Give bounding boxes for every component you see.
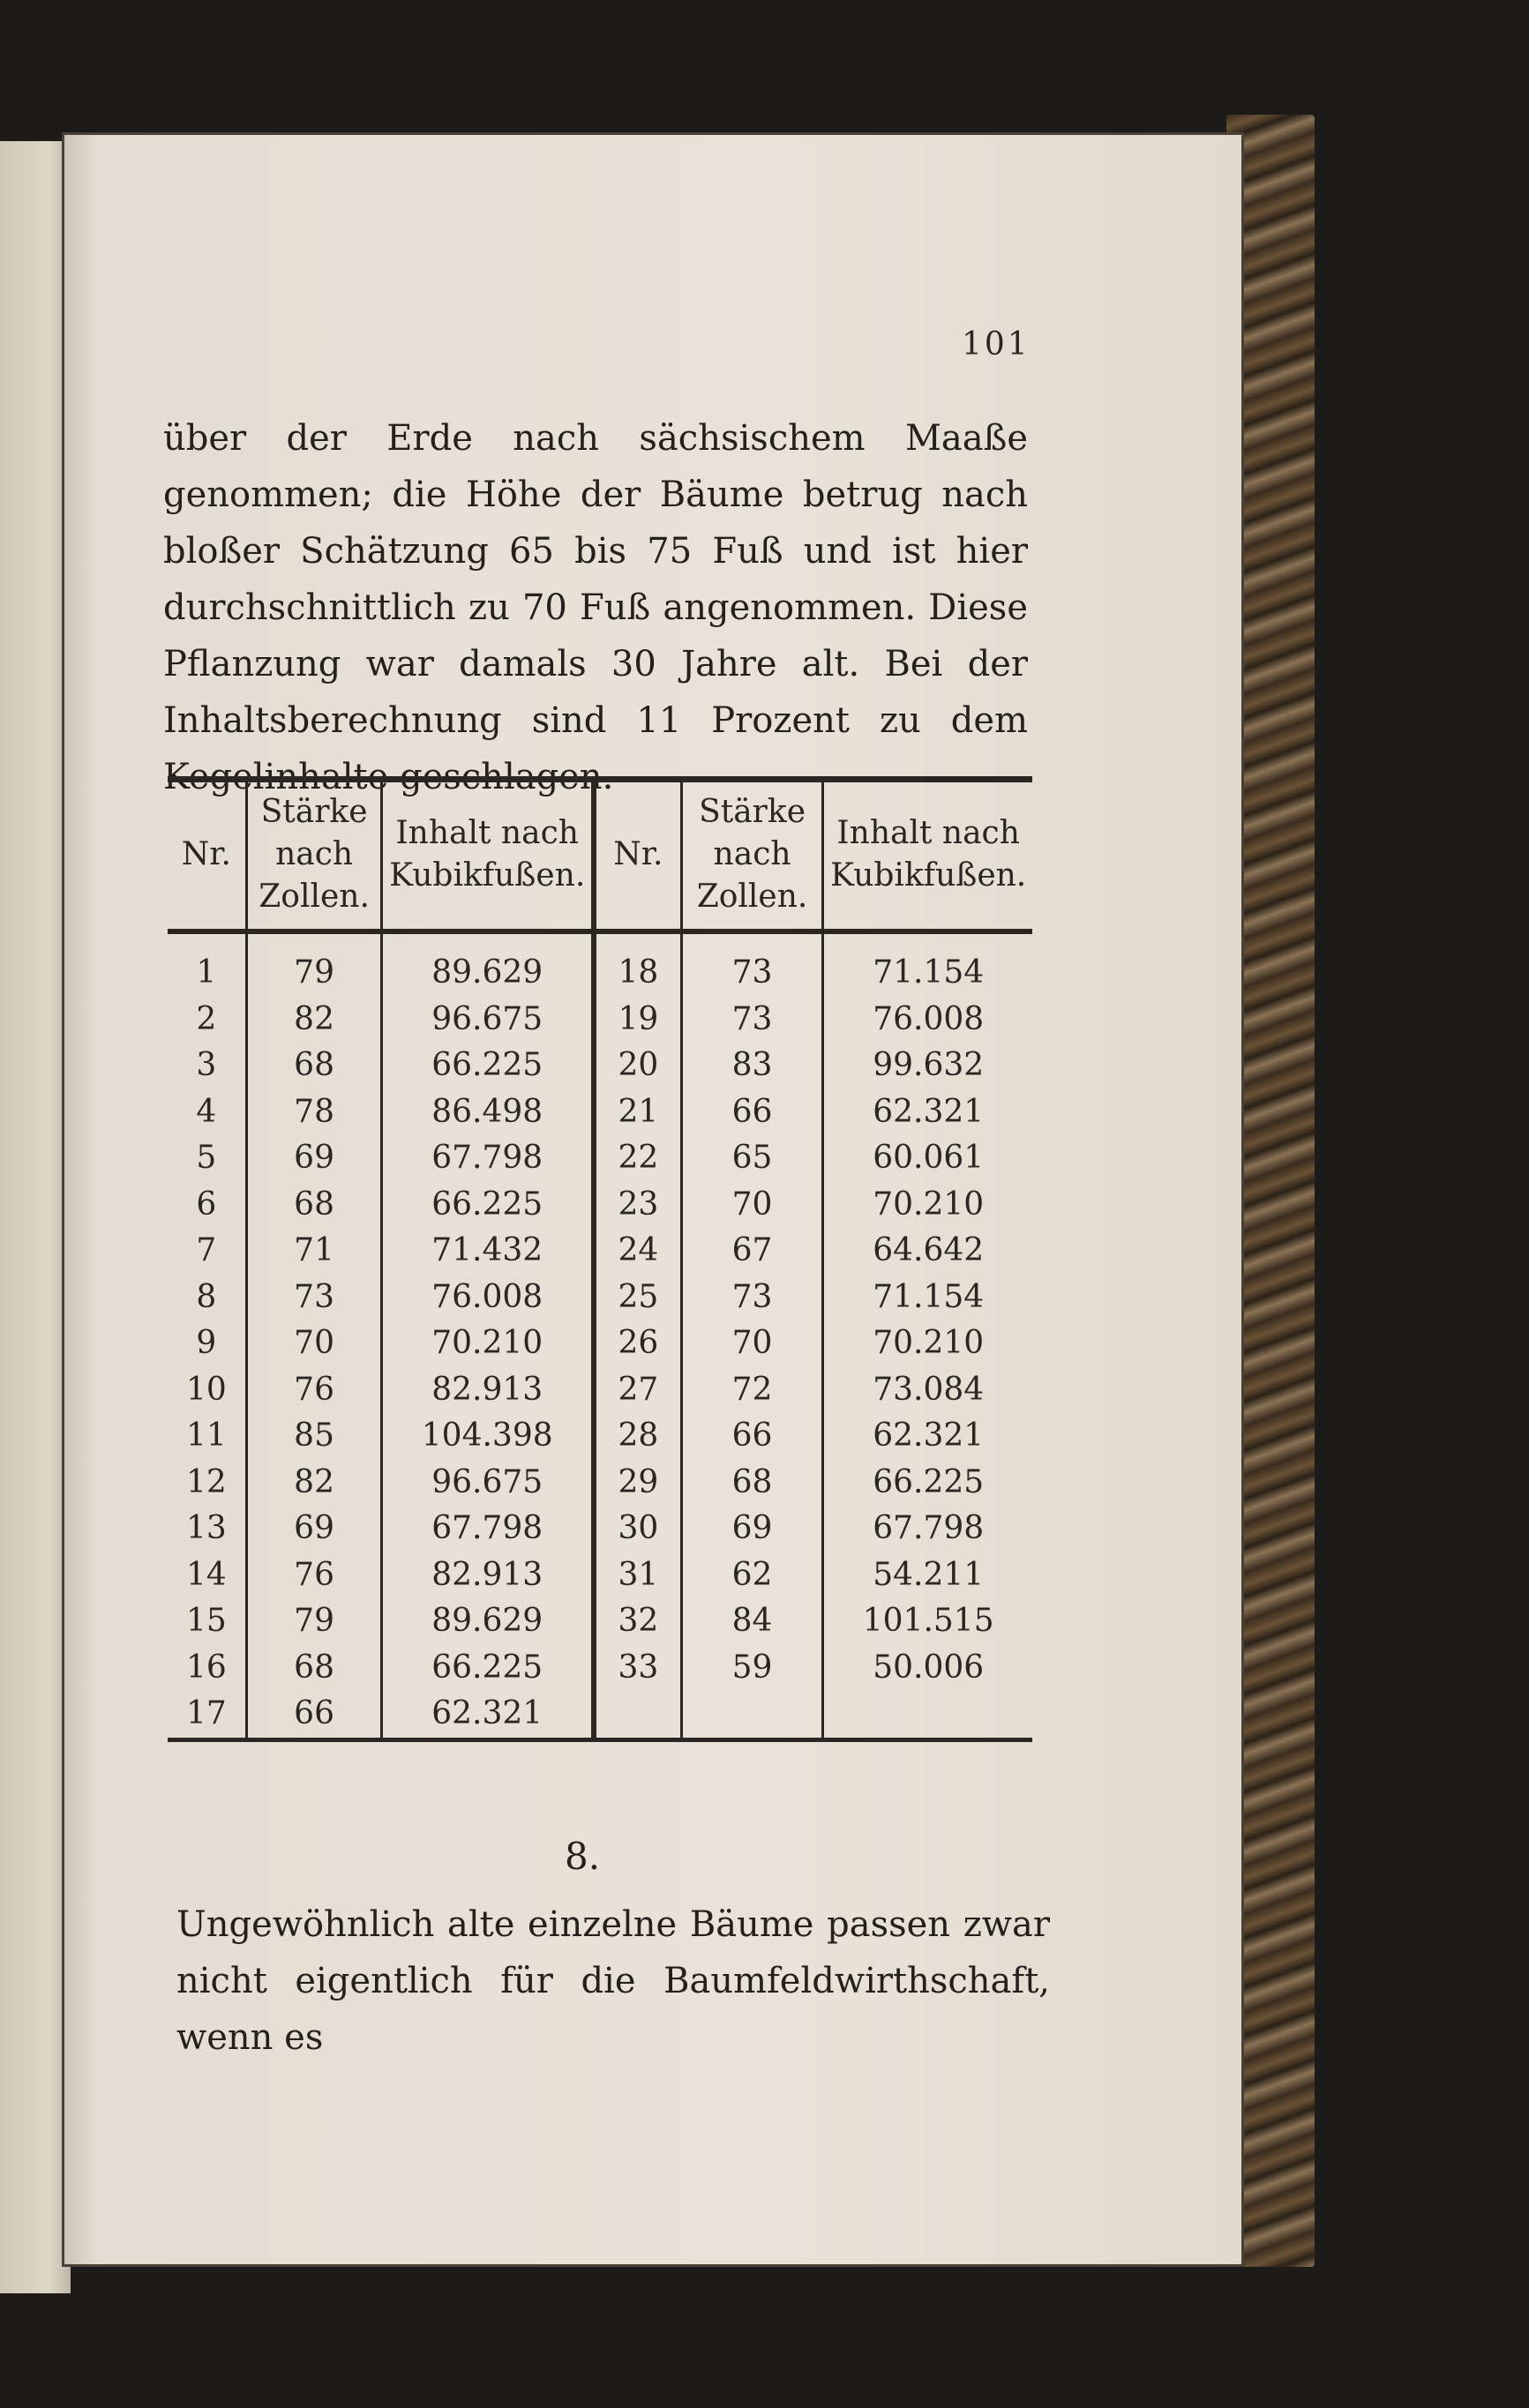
cell-inhalt: 89.629	[382, 1598, 594, 1645]
cell-nr: 9	[168, 1320, 246, 1367]
cell-nr: 10	[168, 1367, 246, 1414]
cell-nr: 12	[168, 1460, 246, 1507]
table-body	[168, 931, 1032, 1739]
header-staerke-right: Stärke nach Zollen.	[681, 780, 823, 932]
cell-inhalt: 73.084	[873, 1371, 985, 1408]
cell-inhalt: 96.675	[382, 997, 594, 1043]
table-row	[168, 1506, 1032, 1552]
header-inhalt-left: Inhalt nach Kubikfußen.	[382, 780, 594, 932]
cell-staerke: 69	[246, 1135, 382, 1182]
cell-inhalt: 86.498	[382, 1089, 594, 1136]
paragraph-bottom: Ungewöhnlich alte einzelne Bäume passen zwar nicht eigentlich für die Baumfeldwirthschaft, wenn es	[176, 1904, 1050, 2058]
cell-nr: 30	[594, 1506, 681, 1552]
cell-nr: 29	[594, 1460, 681, 1507]
cell-inhalt: 71.154	[873, 1278, 985, 1315]
cell-staerke: 66	[246, 1691, 382, 1739]
table-row	[168, 1691, 1032, 1739]
cell-nr: 32	[594, 1598, 681, 1645]
cell-inhalt: 104.398	[382, 1413, 594, 1460]
cell-staerke: 70	[681, 1320, 823, 1367]
cell-staerke: 66	[681, 1413, 823, 1460]
cell-staerke: 76	[246, 1367, 382, 1414]
cell-nr: 20	[594, 1043, 681, 1089]
table-row	[168, 1552, 1032, 1599]
cell-nr: 18	[594, 931, 681, 997]
cell-staerke: 68	[246, 1043, 382, 1089]
table-row	[168, 1089, 1032, 1136]
cell-staerke: 67	[681, 1228, 823, 1275]
cell-inhalt: 67.798	[382, 1506, 594, 1552]
cell-inhalt: 66.225	[382, 1043, 594, 1089]
cell-staerke: 68	[246, 1182, 382, 1229]
cell-inhalt: 70.210	[873, 1325, 985, 1361]
cell-nr: 22	[594, 1135, 681, 1182]
header-inhalt-right: Inhalt nach Kubikfußen.	[823, 780, 1032, 932]
cell-nr: 19	[594, 997, 681, 1043]
table-header-row	[168, 780, 1032, 932]
table-row	[168, 1320, 1032, 1367]
cell-nr: 2	[168, 997, 246, 1043]
cell-nr	[594, 1691, 681, 1739]
cell-nr: 33	[594, 1645, 681, 1692]
cell-nr: 7	[168, 1228, 246, 1275]
cell-staerke: 59	[681, 1645, 823, 1692]
cell-nr: 31	[594, 1552, 681, 1599]
cell-staerke: 84	[681, 1598, 823, 1645]
cell-staerke: 68	[246, 1645, 382, 1692]
cell-inhalt: 70.210	[382, 1320, 594, 1367]
cell-nr: 3	[168, 1043, 246, 1089]
cell-nr: 4	[168, 1089, 246, 1136]
cell-staerke: 69	[246, 1506, 382, 1552]
cell-staerke: 68	[681, 1460, 823, 1507]
cell-inhalt: 70.210	[873, 1185, 985, 1223]
cell-inhalt: 54.211	[873, 1556, 985, 1593]
table-row	[168, 931, 1032, 997]
cell-nr: 27	[594, 1367, 681, 1414]
cell-staerke: 65	[681, 1135, 823, 1182]
cell-staerke: 66	[681, 1089, 823, 1136]
header-nr-left: Nr.	[168, 780, 246, 932]
cell-nr: 23	[594, 1182, 681, 1229]
cell-staerke	[681, 1691, 823, 1739]
table-row	[168, 1413, 1032, 1460]
cell-nr: 15	[168, 1598, 246, 1645]
cell-inhalt: 99.632	[873, 1047, 985, 1083]
cell-inhalt: 66.225	[382, 1645, 594, 1692]
cell-inhalt: 66.225	[873, 1463, 985, 1500]
cell-nr: 28	[594, 1413, 681, 1460]
cell-inhalt: 96.675	[382, 1460, 594, 1507]
cell-inhalt: 89.629	[382, 931, 594, 997]
tree-volume-table	[168, 776, 1032, 1742]
cell-inhalt: 82.913	[382, 1367, 594, 1414]
cell-staerke: 73	[681, 931, 823, 997]
cell-staerke: 76	[246, 1552, 382, 1599]
table-row	[168, 1598, 1032, 1645]
cell-inhalt: 60.061	[873, 1140, 985, 1176]
cell-staerke: 72	[681, 1367, 823, 1414]
table-row	[168, 1043, 1032, 1089]
cell-nr: 21	[594, 1089, 681, 1136]
cell-nr: 16	[168, 1645, 246, 1692]
header-nr-right: Nr.	[594, 780, 681, 932]
table-row	[168, 1275, 1032, 1321]
cell-inhalt: 67.798	[873, 1510, 985, 1546]
cell-inhalt	[823, 1691, 1032, 1739]
cell-staerke: 82	[246, 1460, 382, 1507]
header-staerke-left: Stärke nach Zollen.	[246, 780, 382, 932]
cell-inhalt: 71.154	[873, 954, 985, 991]
cell-inhalt: 67.798	[382, 1135, 594, 1182]
table-row	[168, 1645, 1032, 1692]
left-page-edge	[0, 141, 71, 2293]
cell-staerke: 83	[681, 1043, 823, 1089]
cell-nr: 25	[594, 1275, 681, 1321]
cell-nr: 8	[168, 1275, 246, 1321]
cell-inhalt: 66.225	[382, 1182, 594, 1229]
cell-nr: 6	[168, 1182, 246, 1229]
cell-inhalt: 62.321	[873, 1093, 985, 1130]
cell-inhalt: 62.321	[382, 1691, 594, 1739]
cell-staerke: 73	[681, 1275, 823, 1321]
cell-nr: 26	[594, 1320, 681, 1367]
cell-nr: 11	[168, 1413, 246, 1460]
cell-staerke: 62	[681, 1552, 823, 1599]
section-number: 8.	[565, 1835, 601, 1878]
page-number: 101	[962, 326, 1031, 363]
cell-inhalt: 64.642	[873, 1232, 985, 1268]
cell-staerke: 70	[246, 1320, 382, 1367]
cell-inhalt: 71.432	[382, 1228, 594, 1275]
cell-inhalt: 62.321	[873, 1417, 985, 1454]
cell-staerke: 69	[681, 1506, 823, 1552]
cell-nr: 13	[168, 1506, 246, 1552]
cell-inhalt: 76.008	[382, 1275, 594, 1321]
paragraph-top: über der Erde nach sächsischem Maaße genommen; die Höhe der Bäume betrug nach bloßer Schätzung 65 bis 75 Fuß und ist hier durchschnittlich zu 70 Fuß angenommen. Diese Pflanzung war damals 30 Jahre alt. Bei der Inhaltsberechnung sind 11 Prozent zu dem Kegelinhalte geschlagen.	[163, 418, 1028, 797]
table-row	[168, 1182, 1032, 1229]
cell-staerke: 71	[246, 1228, 382, 1275]
table-row	[168, 997, 1032, 1043]
cell-staerke: 82	[246, 997, 382, 1043]
table-row	[168, 1228, 1032, 1275]
cell-staerke: 85	[246, 1413, 382, 1460]
table-row	[168, 1135, 1032, 1182]
cell-nr: 1	[168, 931, 246, 997]
cell-nr: 14	[168, 1552, 246, 1599]
cell-inhalt: 82.913	[382, 1552, 594, 1599]
cell-staerke: 73	[246, 1275, 382, 1321]
cell-staerke: 73	[681, 997, 823, 1043]
cell-staerke: 79	[246, 931, 382, 997]
cell-staerke: 79	[246, 1598, 382, 1645]
cell-nr: 5	[168, 1135, 246, 1182]
cell-staerke: 78	[246, 1089, 382, 1136]
cell-inhalt: 76.008	[873, 1000, 985, 1037]
cell-nr: 24	[594, 1228, 681, 1275]
cell-staerke: 70	[681, 1182, 823, 1229]
table-row	[168, 1367, 1032, 1414]
cell-inhalt: 50.006	[873, 1649, 985, 1686]
cell-nr: 17	[168, 1691, 246, 1739]
cell-inhalt: 101.515	[862, 1603, 994, 1639]
table-row	[168, 1460, 1032, 1507]
